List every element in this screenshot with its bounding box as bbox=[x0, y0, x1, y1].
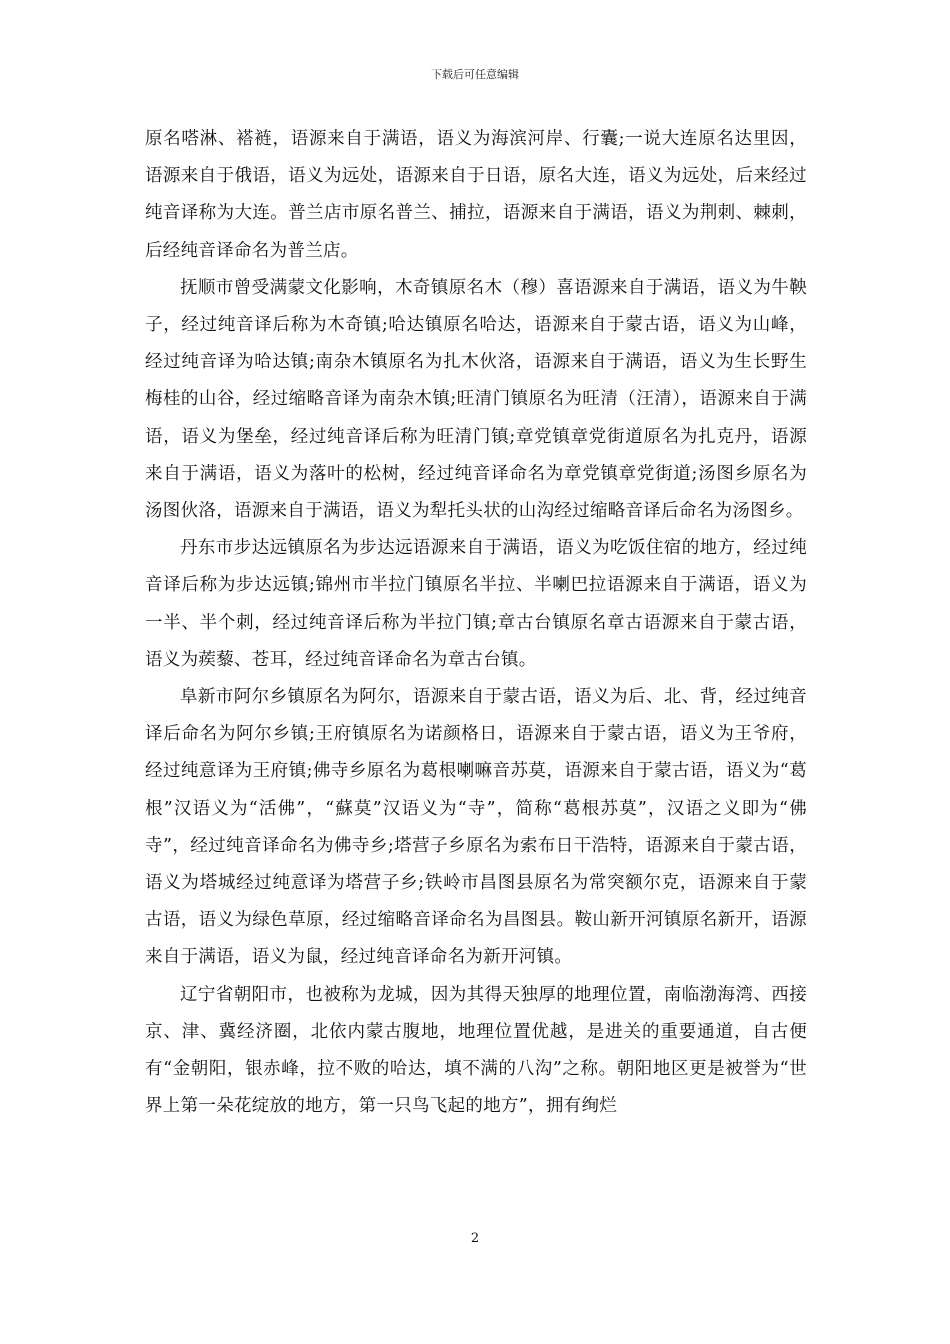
page-number: 2 bbox=[470, 1231, 480, 1246]
paragraph-fushun: 抚顺市曾受满蒙文化影响，木奇镇原名木（穆）喜语源来自于满语，语义为牛鞅子，经过纯音译后称为木奇镇;哈达镇原名哈达，语源来自于蒙古语，语义为山峰，经过纯音译为哈达镇;南杂木镇原名为扎木伙洛，语源来自于满语，语义为生长野生梅桂的山谷，经过缩略音译为南杂木镇;旺清门镇原名为旺清（汪清），语源来自于满语，语义为堡垒，经过纯音译后称为旺清门镇;章党镇章党街道原名为扎克丹，语源来自于满语，语义为落叶的松树，经过纯音译命名为章党镇章党街道;汤图乡原名为汤图伙洛，语源来自于满语，语义为犁托头状的山沟经过缩略音译后命名为汤图乡。 bbox=[145, 277, 807, 522]
document-body bbox=[145, 121, 807, 1125]
paragraph-chaoyang: 辽宁省朝阳市，也被称为龙城，因为其得天独厚的地理位置，南临渤海湾、西接京、津、冀经济圈，北依内蒙古腹地，地理位置优越，是进关的重要通道，自古便有“金朝阳，银赤峰，拉不败的哈达，填不满的八沟”之称。朝阳地区更是被誉为“世界上第一朵花绽放的地方，第一只鸟飞起的地方”，拥有绚烂 bbox=[145, 984, 807, 1117]
paragraph-fuxin: 阜新市阿尔乡镇原名为阿尔，语源来自于蒙古语，语义为后、北、背，经过纯音译后命名为阿尔乡镇;王府镇原名为诺颜格日，语源来自于蒙古语，语义为王爷府，经过纯意译为王府镇;佛寺乡原名为葛根喇嘛音苏莫，语源来自于蒙古语，语义为“葛根”汉语义为“活佛”，“蘇莫”汉语义为“寺”，简称“葛根苏莫”，汉语之义即为“佛寺”，经过纯音译命名为佛寺乡;塔营子乡原名为索布日干浩特，语源来自于蒙古语，语义为塔城经过纯意译为塔营子乡;铁岭市昌图县原名为常突额尔克，语源来自于蒙古语，语义为绿色草原，经过缩略音译命名为昌图县。鞍山新开河镇原名新开，语源来自于满语，语义为鼠，经过纯音译命名为新开河镇。 bbox=[145, 687, 807, 968]
paragraph-dandong: 丹东市步达远镇原名为步达远语源来自于满语，语义为吃饭住宿的地方，经过纯音译后称为步达远镇;锦州市半拉门镇原名半拉、半喇巴拉语源来自于满语，语义为一半、半个刺，经过纯音译后称为半拉门镇;章古台镇原名章古语源来自于蒙古语，语义为蒺藜、苍耳，经过纯音译命名为章古台镇。 bbox=[145, 538, 807, 670]
paragraph-1-continued: 原名嗒淋、褡裢，语源来自于满语，语义为海滨河岸、行囊;一说大连原名达里因，语源来自于俄语，语义为远处，语源来自于日语，原名大连，语义为远处，后来经过纯音译称为大连。普兰店市原名普兰、捕拉，语源来自于满语，语义为荆刺、棘刺，后经纯音译命名为普兰店。 bbox=[145, 129, 807, 261]
page-header: 下载后可任意编辑 bbox=[431, 68, 519, 81]
